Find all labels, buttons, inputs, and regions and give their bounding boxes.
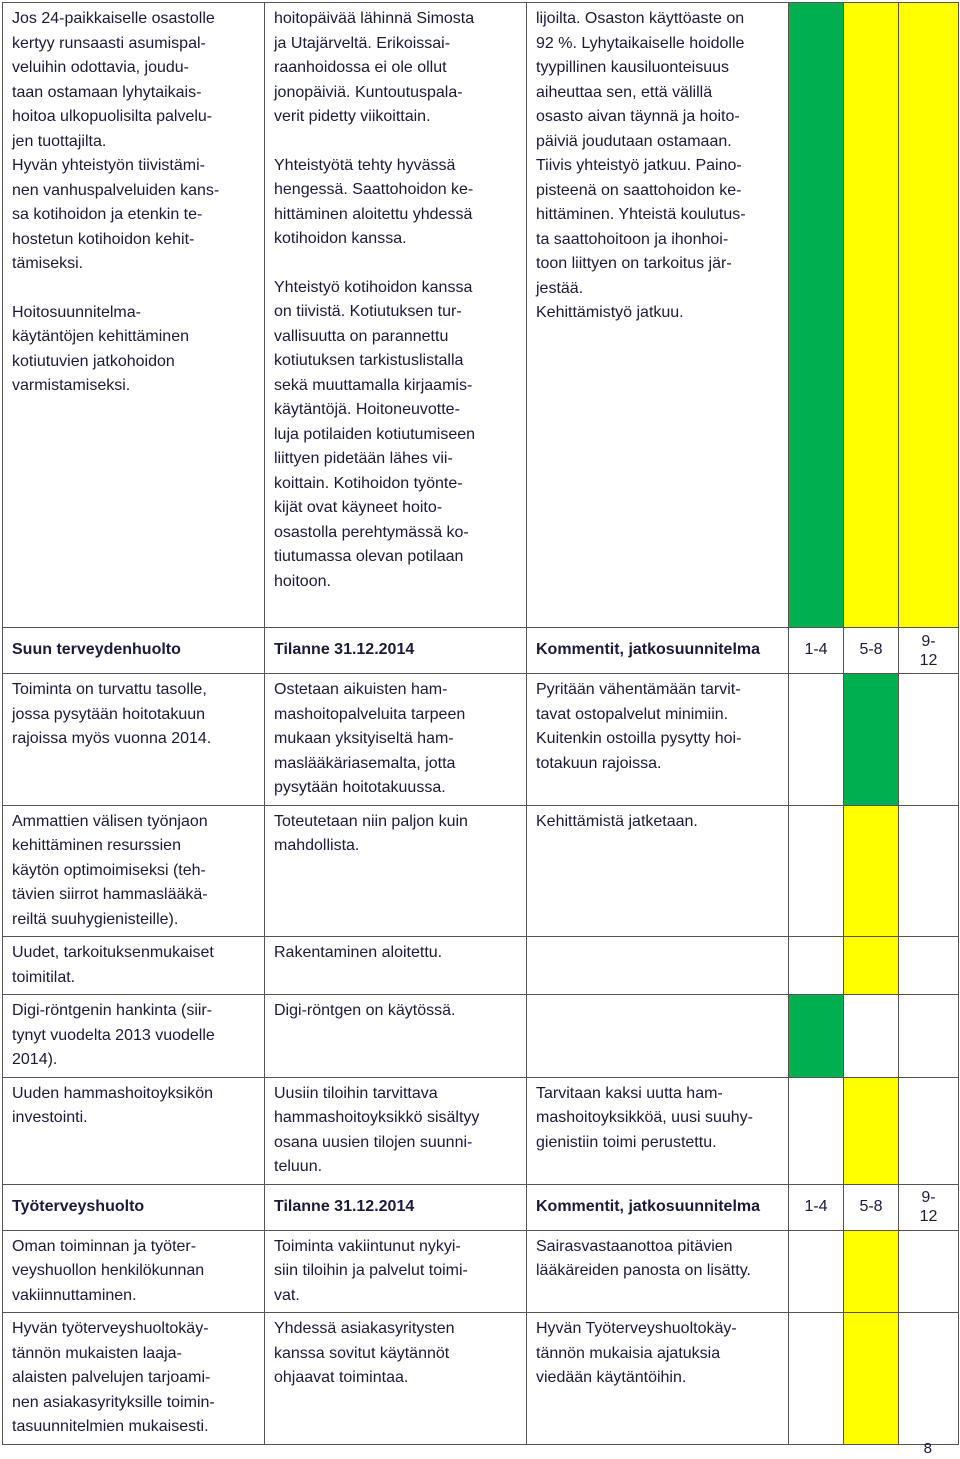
rating-green-cell	[789, 3, 844, 628]
status-cell: Toteutetaan niin paljon kuin mahdollista.	[265, 805, 527, 937]
comment-cell: Hyvän Työterveyshuoltokäy- tännön mukaisia ajatuksia viedään käytäntöihin.	[527, 1313, 789, 1445]
status-cell: Rakentaminen aloitettu.	[265, 937, 527, 995]
section-header-row	[3, 628, 959, 674]
section-title: Suun terveydenhuolto	[3, 628, 265, 674]
status-cell: Uusiin tiloihin tarvittava hammashoitoyksikkö sisältyy osana uusien tilojen suunni- teluun.	[265, 1077, 527, 1184]
section-header-row	[3, 1184, 959, 1230]
rating-empty-cell	[789, 1313, 844, 1445]
status-cell: Ostetaan aikuisten ham- mashoitopalveluita tarpeen mukaan yksityiseltä ham- maslääkäriasemalta, jotta pysytään hoitotakuussa.	[265, 674, 527, 806]
status-cell: Toiminta vakiintunut nykyi- siin tiloihin ja palvelut toimi- vat.	[265, 1230, 527, 1313]
rating-empty-cell	[789, 937, 844, 995]
goal-text: Jos 24-paikkaiselle osastolle kertyy runsaasti asumispal- veluihin odottavia, joudu- taan ostamaan lyhytaikais- hoitoa ulkopuolisilta palvelu- jen tuottajilta.	[12, 10, 215, 150]
goal-cell: Uuden hammashoitoyksikön investointi.	[3, 1077, 265, 1184]
table-row	[3, 1077, 959, 1184]
goal-cell: Uudet, tarkoituksenmukaiset toimitilat.	[3, 937, 265, 995]
rating-empty-cell	[899, 1077, 959, 1184]
rating-green-cell	[789, 995, 844, 1078]
table-row	[3, 674, 959, 806]
rating-empty-cell	[899, 1230, 959, 1313]
table-row	[3, 995, 959, 1078]
table-row	[3, 937, 959, 995]
rating-empty-cell	[899, 937, 959, 995]
goal-text: Hoitosuunnitelma- käytäntöjen kehittäminen kotiutuvien jatkohoidon varmistamiseksi.	[12, 303, 189, 394]
goal-cell: Digi-röntgenin hankinta (siir- tynyt vuodelta 2013 vuodelle 2014).	[3, 995, 265, 1078]
range-9-12: 9- 12	[919, 632, 938, 669]
rating-yellow-cell	[844, 1313, 899, 1445]
goal-cell: Toiminta on turvattu tasolle, jossa pysytään hoitotakuun rajoissa myös vuonna 2014.	[3, 674, 265, 806]
goal-cell	[3, 3, 265, 628]
evaluation-table	[2, 2, 959, 1445]
rating-empty-cell	[844, 995, 899, 1078]
range-5-8: 5-8	[844, 1184, 899, 1230]
rating-yellow-cell	[844, 1230, 899, 1313]
status-text: Yhteistyötä tehty hyvässä hengessä. Saattohoidon ke- hittäminen aloitettu yhdessä kotihoidon kanssa.	[274, 156, 474, 247]
table-row	[3, 3, 959, 628]
status-cell	[265, 3, 527, 628]
section-title: Työterveyshuolto	[3, 1184, 265, 1230]
comment-cell: Pyritään vähentämään tarvit- tavat ostopalvelut minimiin. Kuitenkin ostoilla pysytty hoi- totakuun rajoissa.	[527, 674, 789, 806]
comment-text: lijoilta. Osaston käyttöaste on 92 %. Lyhytaikaiselle hoidolle tyypillinen kausiluonteisuus aiheuttaa sen, että välillä osasto aivan täynnä ja hoito- päiviä joudutaan ostamaan.	[536, 10, 745, 150]
goal-cell: Ammattien välisen työnjaon kehittäminen resurssien käytön optimoimiseksi (teh- tävien siirrot hammaslääkä- reiltä suuhygienisteille).	[3, 805, 265, 937]
rating-green-cell	[844, 674, 899, 806]
comment-cell: Sairasvastaanottoa pitävien lääkäreiden panosta on lisätty.	[527, 1230, 789, 1313]
comment-cell: Kehittämistä jatketaan.	[527, 805, 789, 937]
rating-empty-cell	[789, 674, 844, 806]
range-1-4: 1-4	[789, 628, 844, 674]
rating-empty-cell	[789, 1077, 844, 1184]
goal-cell: Oman toiminnan ja työter- veyshuollon henkilökunnan vakiinnuttaminen.	[3, 1230, 265, 1313]
table-row	[3, 1230, 959, 1313]
section-comments-header: Kommentit, jatkosuunnitelma	[527, 628, 789, 674]
rating-empty-cell	[899, 674, 959, 806]
rating-yellow-cell	[844, 3, 899, 628]
rating-empty-cell	[899, 1313, 959, 1445]
comment-text: Kehittämistyö jatkuu.	[536, 304, 684, 321]
table-row	[3, 1313, 959, 1445]
status-cell: Yhdessä asiakasyritysten kanssa sovitut käytännöt ohjaavat toimintaa.	[265, 1313, 527, 1445]
range-9-12: 9- 12	[919, 1189, 938, 1225]
range-5-8: 5-8	[844, 628, 899, 674]
section-comments-header: Kommentit, jatkosuunnitelma	[527, 1184, 789, 1230]
rating-empty-cell	[789, 805, 844, 937]
comment-text: Tiivis yhteistyö jatkuu. Paino- pisteenä on saattohoidon ke- hittäminen. Yhteistä koulutus- ta saattohoitoon ja ihonhoi- toon liittyen on tarkoitus jär- jestää.	[536, 157, 746, 297]
section-status-date: Tilanne 31.12.2014	[265, 1184, 527, 1230]
status-text: Yhteistyö kotihoidon kanssa on tiivistä. Kotiutuksen tur- vallisuutta on parannettu kotiutuksen tarkistuslistalla sekä muuttamalla kirjaamis- käytäntöjä. Hoitoneuvotte- luja potilaiden kotiutumiseen liittyen pidetään lähes vii- koittain. Kotihoidon työnte- kijät ovat käyneet hoito- osastolla perehtymässä ko- tiutumassa olevan potilaan hoitoon.	[274, 278, 476, 590]
range-1-4: 1-4	[789, 1184, 844, 1230]
rating-empty-cell	[899, 995, 959, 1078]
rating-empty-cell	[789, 1230, 844, 1313]
rating-yellow-cell	[844, 1077, 899, 1184]
status-text: hoitopäivää lähinnä Simosta ja Utajärveltä. Erikoissai- raanhoidossa ei ole ollut jonopäiviä. Kuntoutuspala- verit pidetty viikoittain.	[274, 10, 475, 125]
page-number: 8	[923, 1440, 932, 1457]
goal-text: Hyvän yhteistyön tiivistämi- nen vanhuspalveluiden kans- sa kotihoidon ja etenkin te- hostetun kotihoidon kehit- tämiseksi.	[12, 157, 220, 272]
rating-yellow-cell	[899, 3, 959, 628]
status-cell: Digi-röntgen on käytössä.	[265, 995, 527, 1078]
comment-cell: Tarvitaan kaksi uutta ham- mashoitoyksikköä, uusi suuhy- gienistiin toimi perustettu.	[527, 1077, 789, 1184]
rating-yellow-cell	[844, 937, 899, 995]
table-row	[3, 805, 959, 937]
rating-empty-cell	[899, 805, 959, 937]
section-status-date: Tilanne 31.12.2014	[265, 628, 527, 674]
goal-cell: Hyvän työterveyshuoltokäy- tännön mukaisten laaja- alaisten palvelujen tarjoami- nen asiakasyrityksille toimin- tasuunnitelmien mukaisesti.	[3, 1313, 265, 1445]
rating-yellow-cell	[844, 805, 899, 937]
comment-cell	[527, 3, 789, 628]
comment-cell	[527, 937, 789, 995]
comment-cell	[527, 995, 789, 1078]
